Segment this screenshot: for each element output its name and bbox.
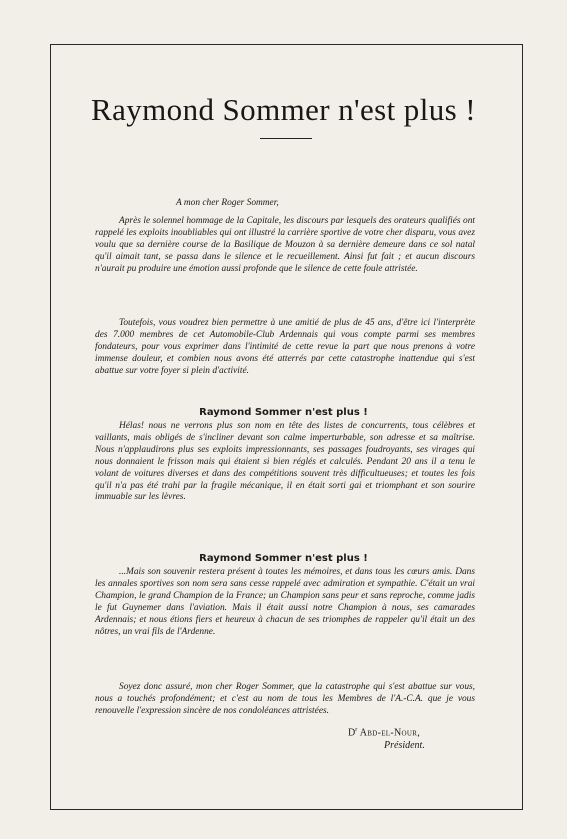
paragraph-4: ...Mais son souvenir restera présent à toutes les mémoires, et dans tous les cœurs amis. Dans les annales sportives son nom sera sans cesse rappelé avec admiration et sympathie. C'était un vrai Champion, le grand Champion de la France; un Champion sans peur et sans reproche, comme jadis le fut Guynemer dans l'aviation. Mais il était aussi notre Champion à nous, ses camarades Ardennais; et nous étions fiers et heureux à chacun de ses triomphes de rappeler qu'il était un des nôtres, un vrai fils de l'Ardenne. — [95, 567, 475, 637]
signature-name: Abd-el-Nour, — [359, 727, 420, 739]
signature-prefix: D — [348, 727, 356, 739]
salutation: A mon cher Roger Sommer, — [176, 198, 279, 208]
page-title: Raymond Sommer n'est plus ! — [91, 92, 476, 127]
signature-role: Président. — [384, 740, 425, 752]
section-heading-2: Raymond Sommer n'est plus ! — [199, 553, 368, 564]
paragraph-5: Soyez donc assuré, mon cher Roger Sommer, que la catastrophe qui s'est abattue sur vous, nous a touchés profondément; et c'est au nom de tous les Membres de l'A.-C.A. que je vous renouvelle l'expression sincère de nos condoléances attristées. — [95, 682, 475, 716]
paragraph-1: Après le solennel hommage de la Capitale, les discours par lesquels des orateurs qualifiés ont rappelé les exploits inoubliables qui ont illustré la carrière sportive de votre cher disparu, vous avez voulu que sa dernière course de la Basilique de Mouzon à sa dernière demeure dans ce sol natal qu'il aimait tant, se passa dans le silence et le recueillement. Ainsi fut fait ; et aucun discours n'aurait pu produire une émotion aussi profonde que le silence de cette foule attristée. — [95, 216, 475, 274]
signature-prefix-sup: r — [355, 727, 358, 733]
title-rule — [260, 138, 312, 139]
paragraph-3: Hélas! nous ne verrons plus son nom en tête des listes de concurrents, tous célèbres et vaillants, mais obligés de s'incliner devant son calme imperturbable, son adresse et sa maîtrise. Nous n'applaudirons plus ses exploits impressionnants, ses passages foudroyants, ses virages qui nous donnaient le frisson mais qui étaient si bien réglés et calculés. Pendant 20 ans il a tenu le volant de voitures diverses et dans des compétitions souvent très difficultueuses; et toutes les fois qu'il n'a pas été trahi par la fragile mécanique, il en était sorti gai et triomphant et son sourire immuable sur les lèvres. — [95, 421, 475, 503]
signature-block — [348, 724, 488, 752]
paragraph-2: Toutefois, vous voudrez bien permettre à une amitié de plus de 45 ans, d'être ici l'interprète des 7.000 membres de cet Automobile-Club Ardennais qui vous compte parmi ses membres fondateurs, pour vous exprimer dans l'intimité de cette revue la part que nous prenons à votre immense douleur, et combien nous avons été atterrés par cette catastrophe inattendue qui s'est abattue sur votre foyer si plein d'activité. — [95, 318, 475, 376]
signature-name-line — [348, 724, 488, 739]
section-heading-1: Raymond Sommer n'est plus ! — [199, 407, 368, 418]
